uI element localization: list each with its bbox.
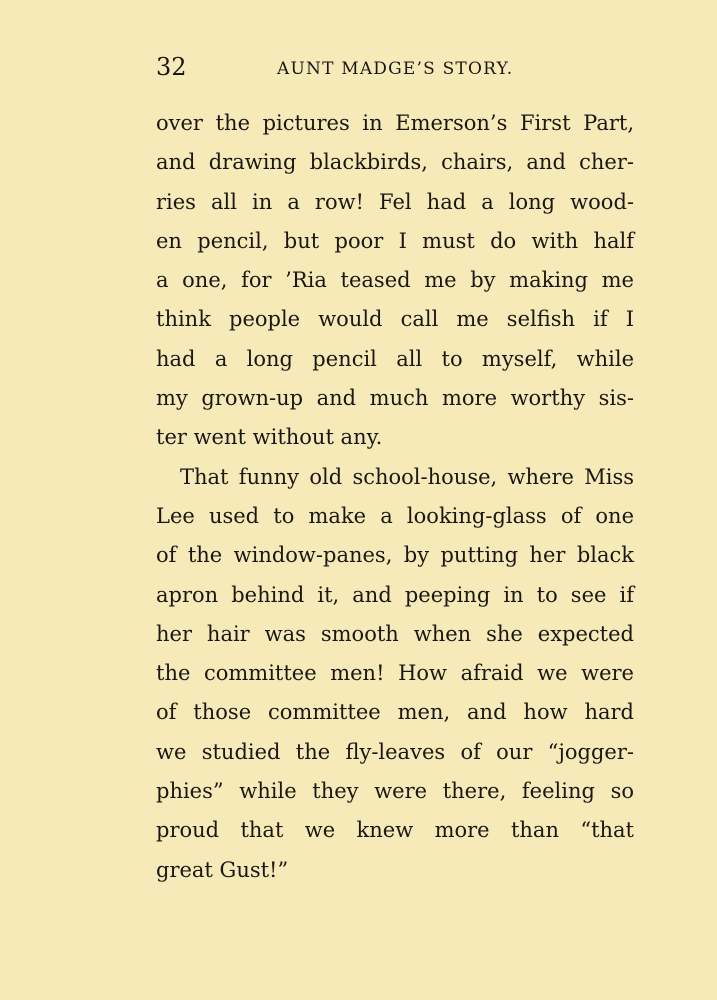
text-line: That funny old school-house, where Miss xyxy=(180,464,634,489)
page-header xyxy=(156,50,636,90)
page-number: 32 xyxy=(156,53,187,81)
text-line: ter went without any. xyxy=(156,425,383,450)
text-line: my grown-up and much more worthy sis- xyxy=(156,386,634,411)
text-line: proud that we knew more than “that xyxy=(156,818,634,843)
text-line: en pencil, but poor I must do with half xyxy=(156,228,634,253)
text-line: ries all in a row! Fel had a long wood- xyxy=(156,189,634,214)
text-line: had a long pencil all to myself, while xyxy=(156,346,634,371)
text-line: a one, for ’Ria teased me by making me xyxy=(156,268,634,293)
text-line: of those committee men, and how hard xyxy=(156,700,634,725)
text-line: we studied the fly-leaves of our “jogger- xyxy=(156,739,634,764)
text-line: Lee used to make a looking-glass of one xyxy=(156,503,634,528)
text-line: and drawing blackbirds, chairs, and cher- xyxy=(156,150,634,175)
text-line: over the pictures in Emerson’s First Part, xyxy=(156,111,634,135)
text-line: her hair was smooth when she expected xyxy=(156,621,634,646)
text-line: of the window-panes, by putting her black xyxy=(156,543,634,568)
body-text xyxy=(156,104,634,890)
text-line: the committee men! How afraid we were xyxy=(156,661,634,686)
running-head: AUNT MADGE’S STORY. xyxy=(277,59,514,79)
text-line: think people would call me selfish if I xyxy=(156,307,634,332)
text-line: great Gust!” xyxy=(156,857,289,882)
text-line: phies” while they were there, feeling so xyxy=(156,779,634,804)
text-line: apron behind it, and peeping in to see if xyxy=(156,582,634,607)
